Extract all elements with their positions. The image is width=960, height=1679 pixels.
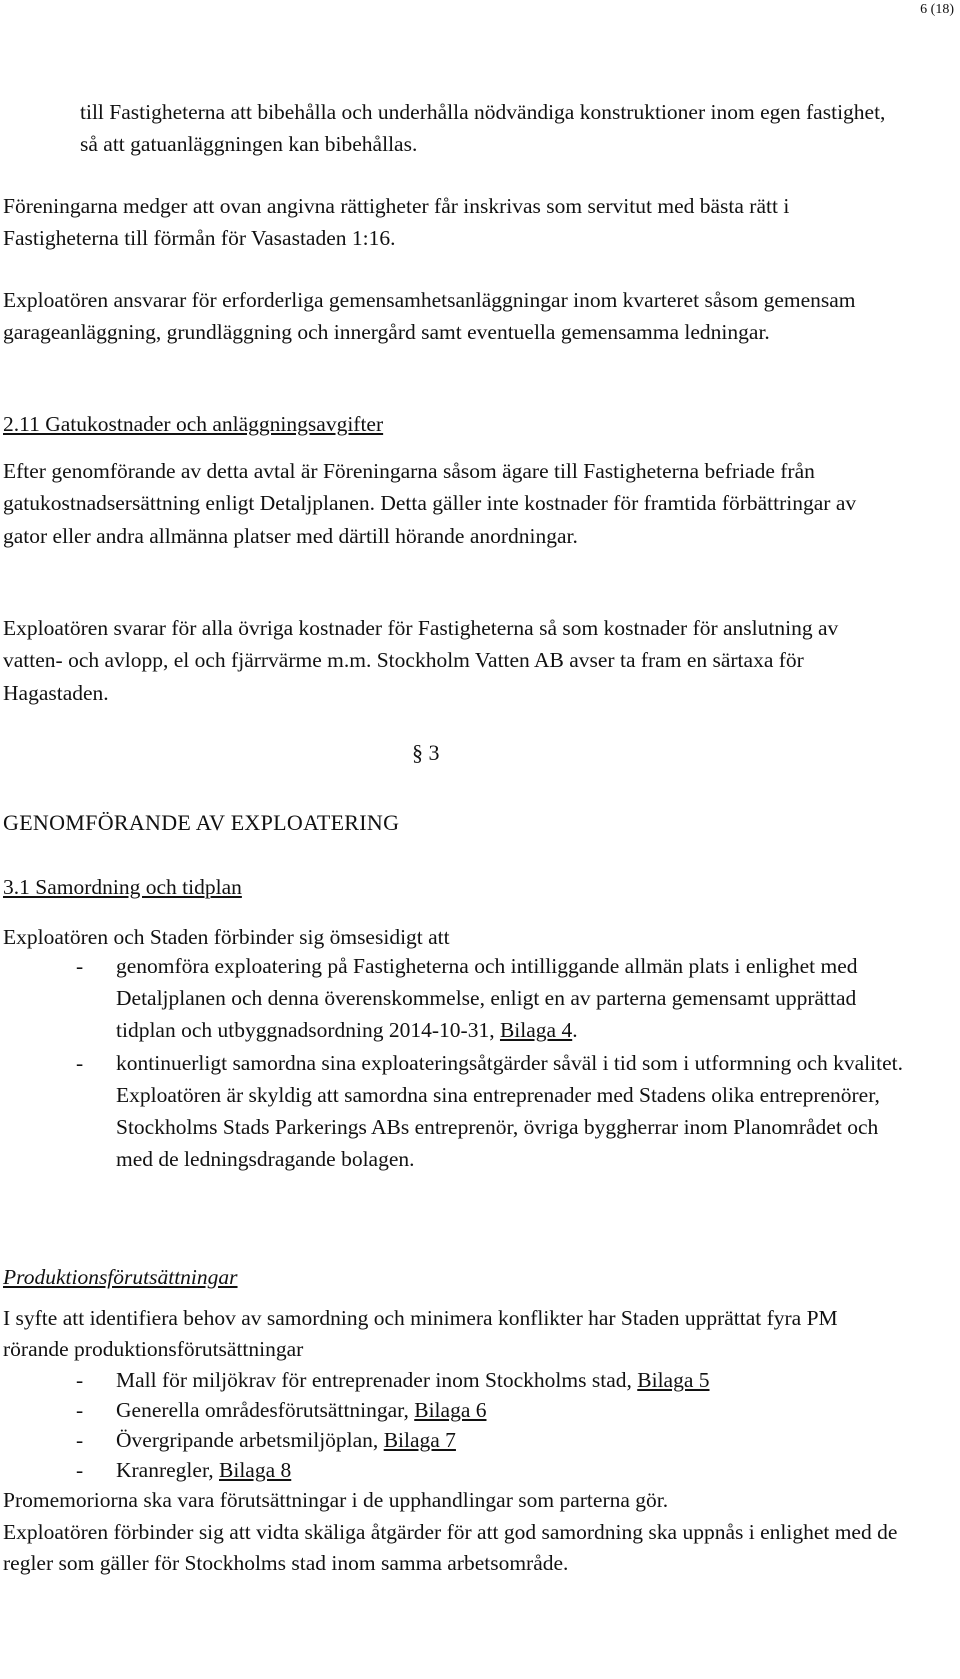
bilaga-7-link[interactable]: Bilaga 7 [383,1428,456,1452]
heading-2-11: 2.11 Gatukostnader och anläggningsavgifter [3,412,384,436]
list-dash: - [76,954,84,978]
list-item-text: Övergripande arbetsmiljöplan, [116,1428,384,1452]
page-number: 6 (18) [920,2,954,17]
paragraph-servitut: Föreningarna medger att ovan angivna rättigheter får inskrivas som servitut med bästa rätt i Fastigheterna till förmån för Vasastaden 1:16. [3,194,790,251]
list-item-text: Mall för miljökrav för entreprenader inom Stockholms stad, [116,1368,638,1392]
paragraph-forbinder: Exploatören och Staden förbinder sig ömsesidigt att [3,925,450,949]
paragraph-continuation: till Fastigheterna att bibehålla och underhålla nödvändiga konstruktioner inom egen fastighet, så att gatuanläggningen kan bibehållas. [80,100,886,157]
list-dash: - [76,1368,84,1392]
list-dash: - [76,1458,84,1482]
list-item-text: genomföra exploatering på Fastigheterna och intilliggande allmän plats i enlighet med Detaljplanen och denna överenskommelse, enligt en av parterna gemensamt upprättad tidplan och utbyggnadsordning 2014-10-31, [116,954,858,1043]
bilaga-4-link[interactable]: Bilaga 4 [499,1018,573,1043]
bilaga-6-link[interactable]: Bilaga 6 [414,1398,487,1422]
bilaga-5-link[interactable]: Bilaga 5 [637,1368,710,1392]
list-item-text: Kranregler, [116,1458,219,1482]
paragraph-gatukostnader: Efter genomförande av detta avtal är Föreningarna såsom ägare till Fastigheterna befriade från gatukostnadsersättning enligt Detaljplanen. Detta gäller inte kostnader för framtida förbättringar av gator eller andra allmänna platser med därtill hörande anordningar. [3,459,857,548]
paragraph-promemoriorna: Promemoriorna ska vara förutsättningar i de upphandlingar som parterna gör. [3,1488,669,1512]
paragraph-samordning: Exploatören förbinder sig att vidta skäliga åtgärder för att god samordning ska uppnås i enlighet med de regler som gäller för Stockholms stad inom samma arbetsområde. [3,1520,898,1575]
pm-list [76,1365,906,1485]
list-dash: - [76,1050,84,1075]
list-item [76,1047,906,1176]
list-dash: - [76,1398,84,1422]
paragraph-syfte: I syfte att identifiera behov av samordning och minimera konflikter har Staden upprättat fyra PM rörande produktionsförutsättningar [3,1306,838,1361]
bilaga-8-link[interactable]: Bilaga 8 [219,1458,292,1482]
chapter-title: GENOMFÖRANDE AV EXPLOATERING [3,810,400,835]
list-item [76,1395,906,1425]
list-item-text: kontinuerligt samordna sina exploateringsåtgärder såväl i tid som i utformning och kvalitet. Exploatören är skyldig att samordna sina entreprenader med Stadens olika entreprenörer, Stockholms Stads Parkerings ABs entreprenör, övriga byggherrar inom Planområdet och med de ledningsdragande bolagen. [116,1050,903,1172]
section-mark-3: § 3 [412,740,440,765]
heading-produktionsforutsattningar: Produktionsförutsättningar [3,1265,238,1289]
list-item [76,1455,906,1485]
list-item [76,950,906,1047]
obligations-list [76,950,906,1175]
list-item [76,1365,906,1395]
list-dash: - [76,1428,84,1452]
paragraph-ovriga-kostnader: Exploatören svarar för alla övriga kostnader för Fastigheterna så som kostnader för anslutning av vatten- och avlopp, el och fjärrvärme m.m. Stockholm Vatten AB avser ta fram en särtaxa för Hagastaden. [3,616,839,705]
list-item [76,1425,906,1455]
paragraph-gemensamhetsanlaggningar: Exploatören ansvarar för erforderliga gemensamhetsanläggningar inom kvarteret såsom gemensam garageanläggning, grundläggning och innergård samt eventuella gemensamma ledningar. [3,288,856,345]
heading-3-1: 3.1 Samordning och tidplan [3,875,242,899]
list-item-end: . [572,1018,578,1043]
list-item-text: Generella områdesförutsättningar, [116,1398,415,1422]
